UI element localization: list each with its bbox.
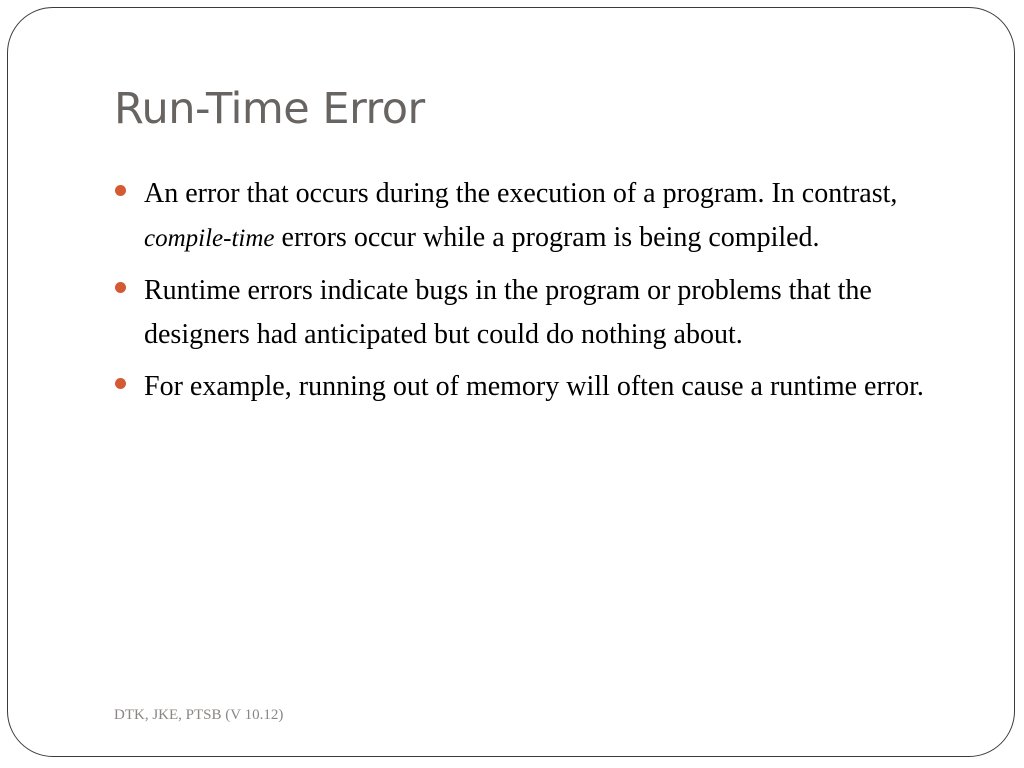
bullet-text [144,172,954,261]
bullet-dot-icon [115,282,126,293]
bullet-dot-icon [115,378,126,389]
bullet-list [114,172,954,417]
slide-title: Run-Time Error [114,84,425,134]
bullet-text: For example, running out of memory will often cause a runtime error. [144,371,924,402]
bullet-text-before: An error that occurs during the execution of a program. In contrast, [144,178,898,209]
bullet-dot-icon [115,185,126,196]
bullet-text: Runtime errors indicate bugs in the program or problems that the designers had anticipated but could do nothing about. [144,275,872,350]
slide-footer: DTK, JKE, PTSB (V 10.12) [114,707,284,723]
bullet-item [114,269,954,357]
bullet-item [114,365,954,409]
bullet-item [114,172,954,261]
bullet-text-after: errors occur while a program is being compiled. [274,222,820,253]
bullet-text-emphasis: compile-time [144,225,275,252]
